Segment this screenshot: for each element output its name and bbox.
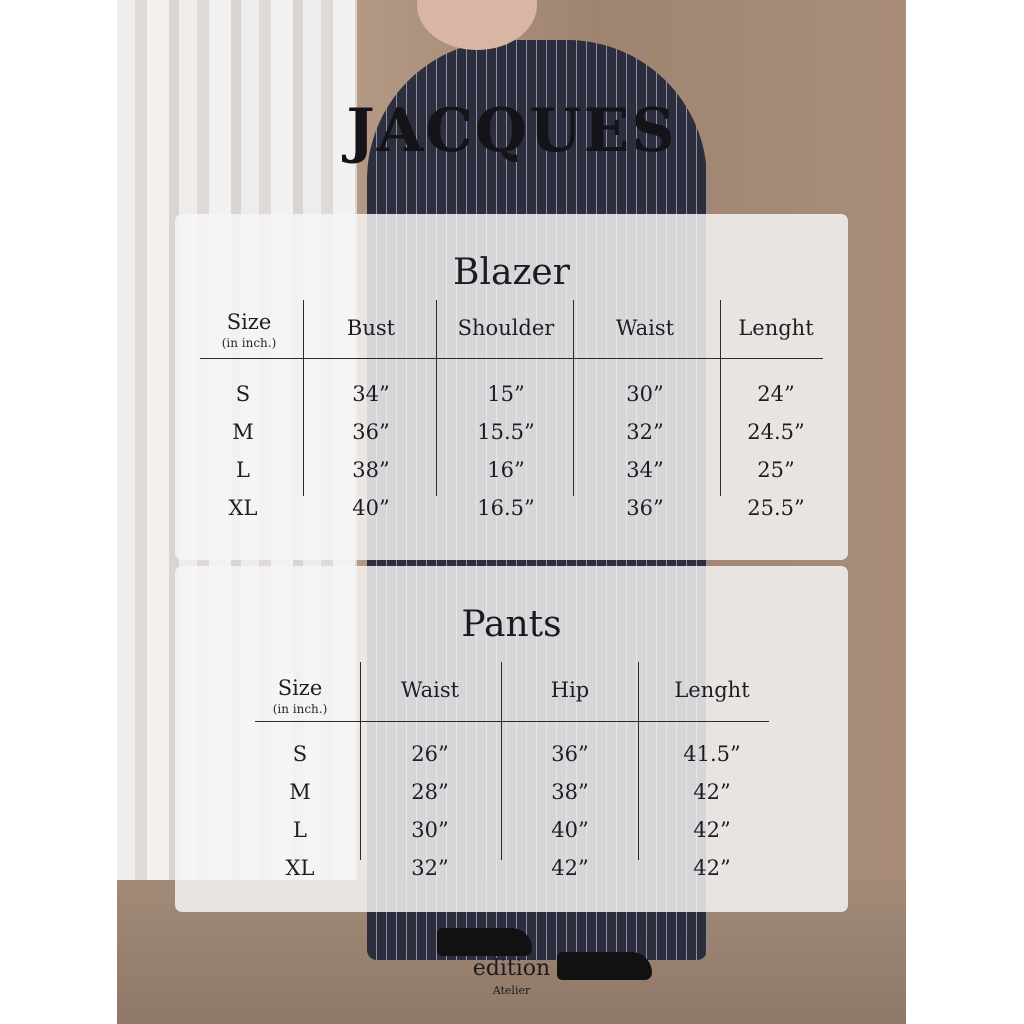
pants-col-header: Waist [400,678,460,702]
blazer-cell: 36” [626,496,664,520]
blazer-header-divider [200,358,823,359]
pants-cell: 42” [551,856,589,880]
brand-name: edition [472,956,551,981]
pants-panel [175,566,848,912]
pants-cell: 26” [411,742,449,766]
pants-column-divider [501,662,502,860]
blazer-size-cell: M [232,420,254,444]
blazer-cell: 24.5” [747,420,805,444]
pants-size-cell: S [292,742,308,766]
blazer-col-header: Bust [346,316,396,340]
pants-col-header: Lenght [674,678,750,702]
pants-cell: 42” [693,818,731,842]
blazer-column-divider [720,300,721,496]
pants-cell: 28” [411,780,449,804]
blazer-heading: Blazer [453,252,570,293]
blazer-size-cell: XL [228,496,258,520]
pants-cell: 30” [411,818,449,842]
pants-cell: 42” [693,780,731,804]
pants-header-divider [255,721,769,722]
blazer-col-header: Lenght [738,316,814,340]
blazer-column-divider [573,300,574,496]
blazer-cell: 34” [626,458,664,482]
pants-size-unit: (in inch.) [272,702,328,716]
blazer-cell: 36” [352,420,390,444]
page-title: JACQUES [346,96,677,166]
shoe-left [437,928,532,956]
pants-cell: 41.5” [683,742,741,766]
pants-column-divider [360,662,361,860]
pants-size-cell: L [293,818,307,842]
pants-cell: 40” [551,818,589,842]
pants-cell: 42” [693,856,731,880]
blazer-cell: 24” [757,382,795,406]
blazer-size-cell: S [235,382,251,406]
blazer-cell: 16” [487,458,525,482]
blazer-size-unit: (in inch.) [221,336,277,350]
pants-column-divider [638,662,639,860]
blazer-cell: 32” [626,420,664,444]
blazer-size-header: Size [226,310,272,334]
blazer-size-cell: L [236,458,250,482]
blazer-panel [175,214,848,560]
blazer-cell: 15.5” [477,420,535,444]
blazer-cell: 25” [757,458,795,482]
pants-size-cell: M [289,780,311,804]
pants-cell: 38” [551,780,589,804]
brand-subtitle: Atelier [492,984,531,997]
blazer-cell: 15” [487,382,525,406]
blazer-cell: 30” [626,382,664,406]
blazer-cell: 34” [352,382,390,406]
blazer-cell: 38” [352,458,390,482]
blazer-col-header: Shoulder [457,316,555,340]
blazer-column-divider [436,300,437,496]
blazer-cell: 16.5” [477,496,535,520]
pants-heading: Pants [461,604,562,645]
blazer-col-header: Waist [615,316,675,340]
blazer-cell: 25.5” [747,496,805,520]
blazer-cell: 40” [352,496,390,520]
pants-cell: 32” [411,856,449,880]
blazer-column-divider [303,300,304,496]
pants-cell: 36” [551,742,589,766]
pants-size-header: Size [277,676,323,700]
pants-size-cell: XL [285,856,315,880]
pants-col-header: Hip [550,678,590,702]
